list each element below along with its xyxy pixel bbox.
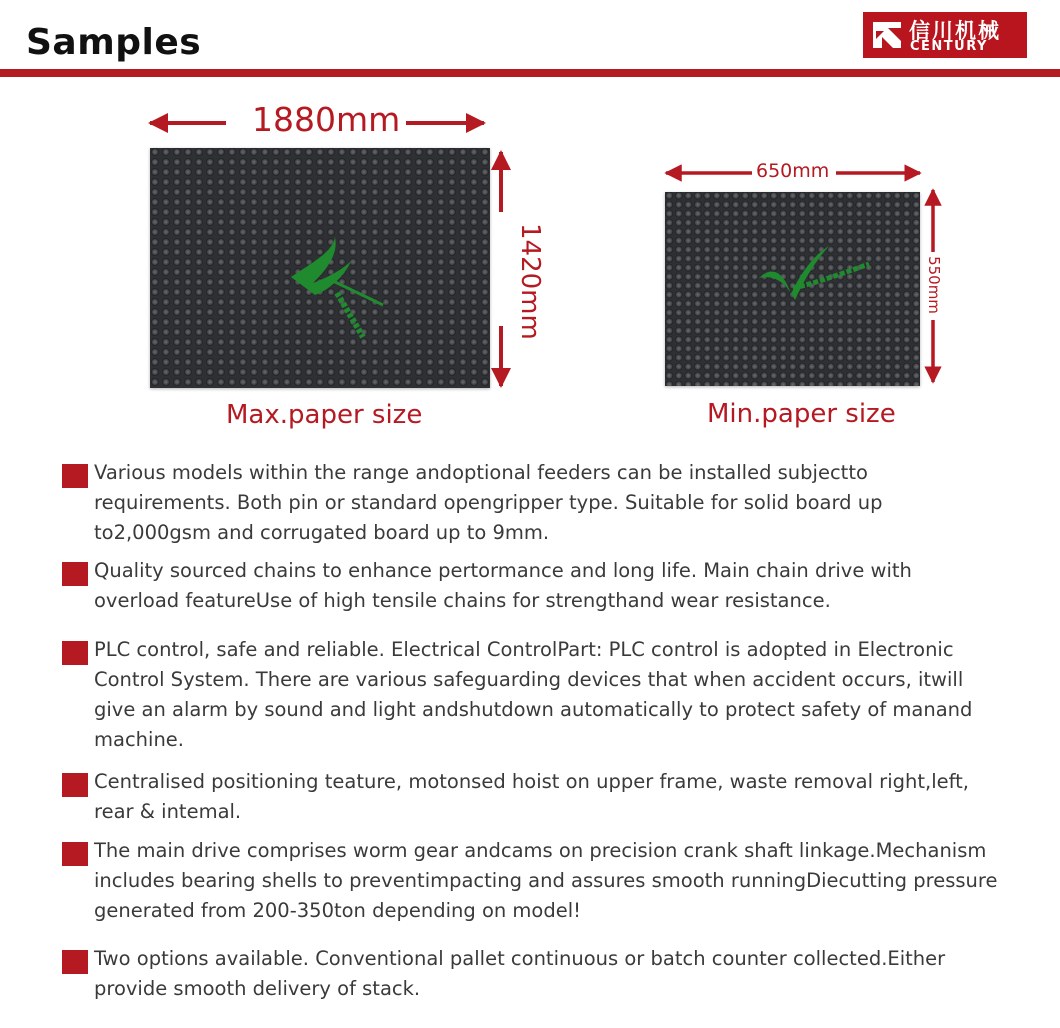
bullet-square-icon <box>62 641 88 665</box>
logo-chinese-name: 信川机械 <box>909 19 1001 43</box>
min-sample-image <box>665 192 920 386</box>
bullet-square-icon <box>62 842 88 866</box>
bullet-square-icon <box>62 464 88 488</box>
sample-watermark-logo-icon <box>285 233 395 343</box>
bullet-square-icon <box>62 562 88 586</box>
max-paper-size-caption: Max.paper size <box>226 400 423 430</box>
sample-watermark-logo-icon <box>757 244 877 304</box>
page-title: Samples <box>26 22 202 63</box>
max-height-label: 1420mm <box>515 223 545 340</box>
bullet-square-icon <box>62 950 88 974</box>
max-width-label: 1880mm <box>252 100 401 139</box>
logo-english-name: CENTURY <box>910 39 988 54</box>
feature-text: Two options available. Conventional pallet continuous or batch counter collected.Either provide smooth delivery of stack. <box>94 947 946 1000</box>
feature-text: PLC control, safe and reliable. Electrical ControlPart: PLC control is adopted in Electronic Control System. There are various safeguarding devices that when accident occurs, itwill give an alarm by sound and light andshutdown automatically to protect safety of manand machine. <box>94 638 973 751</box>
feature-text: Quality sourced chains to enhance pertormance and long life. Main chain drive with overload featureUse of high tensile chains for strengthand wear resistance. <box>94 559 912 612</box>
min-height-label: 550mm <box>925 256 943 314</box>
feature-text: Various models within the range andoptional feeders can be installed subjectto requirements. Both pin or standard opengripper type. Suitable for solid board up to2,000gsm and corrugated board up to 9mm. <box>94 461 883 544</box>
min-width-label: 650mm <box>756 160 830 182</box>
feature-text: Centralised positioning teature, motonsed hoist on upper frame, waste removal right,left, rear & intemal. <box>94 770 969 823</box>
max-sample-image <box>150 148 490 388</box>
min-paper-size-caption: Min.paper size <box>707 399 896 429</box>
feature-text: The main drive comprises worm gear andcams on precision crank shaft linkage.Mechanism includes bearing shells to preventimpacting and assures smooth runningDiecutting pressure generated from 200-350ton depending on model! <box>94 839 998 922</box>
bullet-square-icon <box>62 773 88 797</box>
